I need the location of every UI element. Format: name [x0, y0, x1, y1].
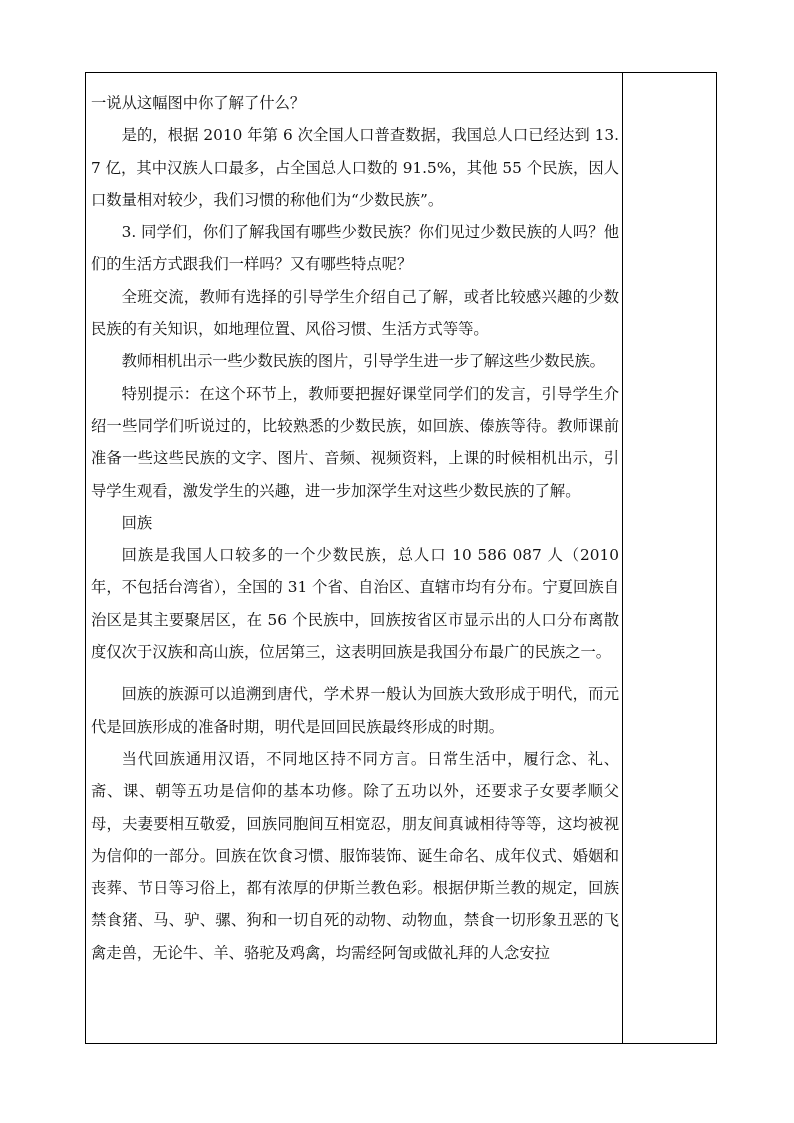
paragraph-question-3: 3. 同学们，你们了解我国有哪些少数民族？你们见过少数民族的人吗？他们的生活方式跟我们一样吗？又有哪些特点呢？	[91, 223, 619, 274]
paragraph-special-tip: 特别提示：在这个环节上，教师要把握好课堂同学们的发言，引导学生介绍一些同学们听说过的，比较熟悉的少数民族，如回族、傣族等待。教师课前准备一些这些民族的文字、图片、音频、视频资料，上课的时候相机出示，引导学生观看，激发学生的兴趣，进一步加深学生对这些少数民族的了解。	[91, 384, 619, 500]
heading-hui-ethnic-group: 回族	[121, 513, 153, 532]
paragraph-show-pictures: 教师相机出示一些少数民族的图片，引导学生进一步了解这些少数民族。	[121, 352, 605, 371]
paragraph-census-data: 是的，根据 2010 年第 6 次全国人口普查数据，我国总人口已经达到 13.7 亿，其中汉族人口最多，占全国总人口数的 91.5%，其他 55 个民族，因人口数量相对较少，我们习惯的称他们为“少数民族”。	[91, 126, 619, 209]
lesson-plan-table	[85, 72, 717, 1044]
paragraph-hui-customs: 当代回族通用汉语，不同地区持不同方言。日常生活中，履行念、礼、斋、课、朝等五功是信仰的基本功修。除了五功以外，还要求子女要孝顺父母，夫妻要相互敬爱，回族同胞间互相宽忍，朋友间真诚相待等等，这均被视为信仰的一部分。回族在饮食习惯、服饰装饰、诞生命名、成年仪式、婚姻和丧葬、节日等习俗上，都有浓厚的伊斯兰教色彩。根据伊斯兰教的规定，回族禁食猪、马、驴、骡、狗和一切自死的动物、动物血，禁食一切形象丑恶的飞禽走兽，无论牛、羊、骆驼及鸡禽，均需经阿訇或做礼拜的人念安拉	[91, 749, 619, 962]
lesson-content	[91, 87, 619, 969]
paragraph-class-discussion: 全班交流，教师有选择的引导学生介绍自己了解，或者比较感兴趣的少数民族的有关知识，如地理位置、风俗习惯、生活方式等等。	[91, 287, 619, 339]
paragraph-hui-origin: 回族的族源可以追溯到唐代，学术界一般认为回族大致形成于明代，而元代是回族形成的准备时期，明代是回回民族最终形成的时期。	[91, 685, 619, 736]
paragraph-question-lead: 一说从这幅图中你了解了什么？	[91, 94, 306, 112]
paragraph-hui-population: 回族是我国人口较多的一个少数民族，总人口 10 586 087 人（2010 年，不包括台湾省），全国的 31 个省、自治区、直辖市均有分布。宁夏回族自治区是其主要聚居区，在 56 个民族中，回族按省区市显示出的人口分布离散度仅次于汉族和高山族，位居第三，这表明回族是我国分布最广的民族之一。	[91, 546, 619, 662]
notes-column	[623, 73, 717, 1043]
